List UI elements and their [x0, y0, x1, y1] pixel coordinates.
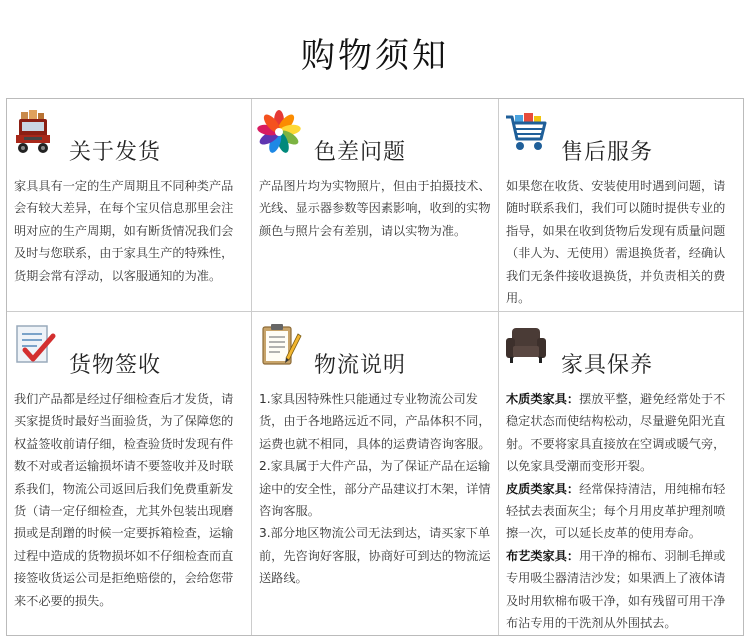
- section-text: 2.家具属于大件产品，为了保证产品在运输途中的安全性，部分产品建议打木架，详情咨询客服。: [259, 459, 491, 519]
- section-title: 关于发货: [69, 140, 162, 165]
- care-text: 经常保持清洁，用纯棉布轻轻拭去表面灰尘；每个月用皮革护理剂喷擦一次，可以延长皮革的使用寿命。: [506, 481, 726, 541]
- section-text: 1.家具因特殊性只能通过专业物流公司发货，由于各地路远近不同，产品体积不同，运费也就不相同，具体的运费请咨询客服。: [259, 392, 491, 451]
- section-shipping: [7, 99, 251, 311]
- section-receipt: [7, 312, 251, 635]
- section-title: 家具保养: [561, 353, 654, 378]
- care-label: 布艺类家具：: [506, 548, 580, 563]
- care-label: 木质类家具：: [506, 392, 580, 406]
- clipboard-pencil-icon: [256, 322, 302, 368]
- page-title: 购物须知: [301, 36, 449, 76]
- care-text: 用干净的棉布、羽制毛掸或专用吸尘器清洁沙发；如果洒上了液体请及时用软棉布吸干净，如有残留可用干净布沾专用的干洗剂从外围拭去。: [506, 548, 726, 631]
- section-title: 色差问题: [314, 140, 407, 165]
- section-color-difference: [252, 99, 498, 311]
- section-title: 货物签收: [69, 353, 162, 378]
- delivery-truck-icon: [11, 109, 57, 155]
- section-text: 我们产品都是经过仔细检查后才发货，请买家提货时最好当面验货，为了保障您的权益签收前请仔细，检查验货时发现有件数不对或者运输损坏请不要签收并及时联系我们，物流公司返回后我们免费重新发货（请一定仔细检查，尤其外包装出现磨损或是刮蹭的时候一定要拆箱检查，运输过程中造成的货物损坏如不仔细检查而直接签收货运公司是拒绝赔偿的，会给您带来不必要的损失。: [14, 392, 234, 608]
- section-text: 3.部分地区物流公司无法到达，请买家下单前，先咨询好客服，协商好可到达的物流运送路线。: [259, 526, 491, 586]
- care-item: [506, 545, 737, 635]
- shopping-cart-icon: [503, 109, 549, 155]
- section-logistics: [252, 312, 498, 635]
- section-text: 家具具有一定的生产周期且不同种类产品会有较大差异，在每个宝贝信息那里会注明对应的生产周期，如有断货情况我们会及时与您联系，由于家具生产的特殊性，货期会常有浮动，以客服通知的为准。: [14, 179, 234, 283]
- section-title: 售后服务: [561, 140, 654, 165]
- section-maintenance: [499, 312, 743, 635]
- color-wheel-icon: [256, 109, 302, 155]
- care-label: 皮质类家具：: [506, 481, 580, 496]
- section-after-sales: [499, 99, 743, 311]
- checklist-icon: [11, 322, 57, 368]
- section-text: 如果您在收货、安装使用时遇到问题，请随时联系我们，我们可以随时提供专业的指导，如果在收到货物后发现有质量问题（非人为、无使用）需退换货者，经确认我们无条件接收退换货，并负责相关的费用。: [506, 179, 726, 306]
- section-title: 物流说明: [314, 353, 407, 378]
- armchair-icon: [503, 322, 549, 368]
- section-text: 产品图片均为实物照片，但由于拍摄技术、光线、显示器参数等因素影响，收到的实物颜色与照片会有差别，请以实物为准。: [259, 179, 491, 238]
- care-item: [506, 478, 737, 545]
- care-text: 摆放平整，避免经常处于不稳定状态而使结构松动，尽量避免阳光直射。不要将家具直接放在空调或暖气旁，以免家具受潮而变形开裂。: [506, 392, 726, 474]
- info-grid: [6, 98, 744, 636]
- care-item: [506, 388, 737, 478]
